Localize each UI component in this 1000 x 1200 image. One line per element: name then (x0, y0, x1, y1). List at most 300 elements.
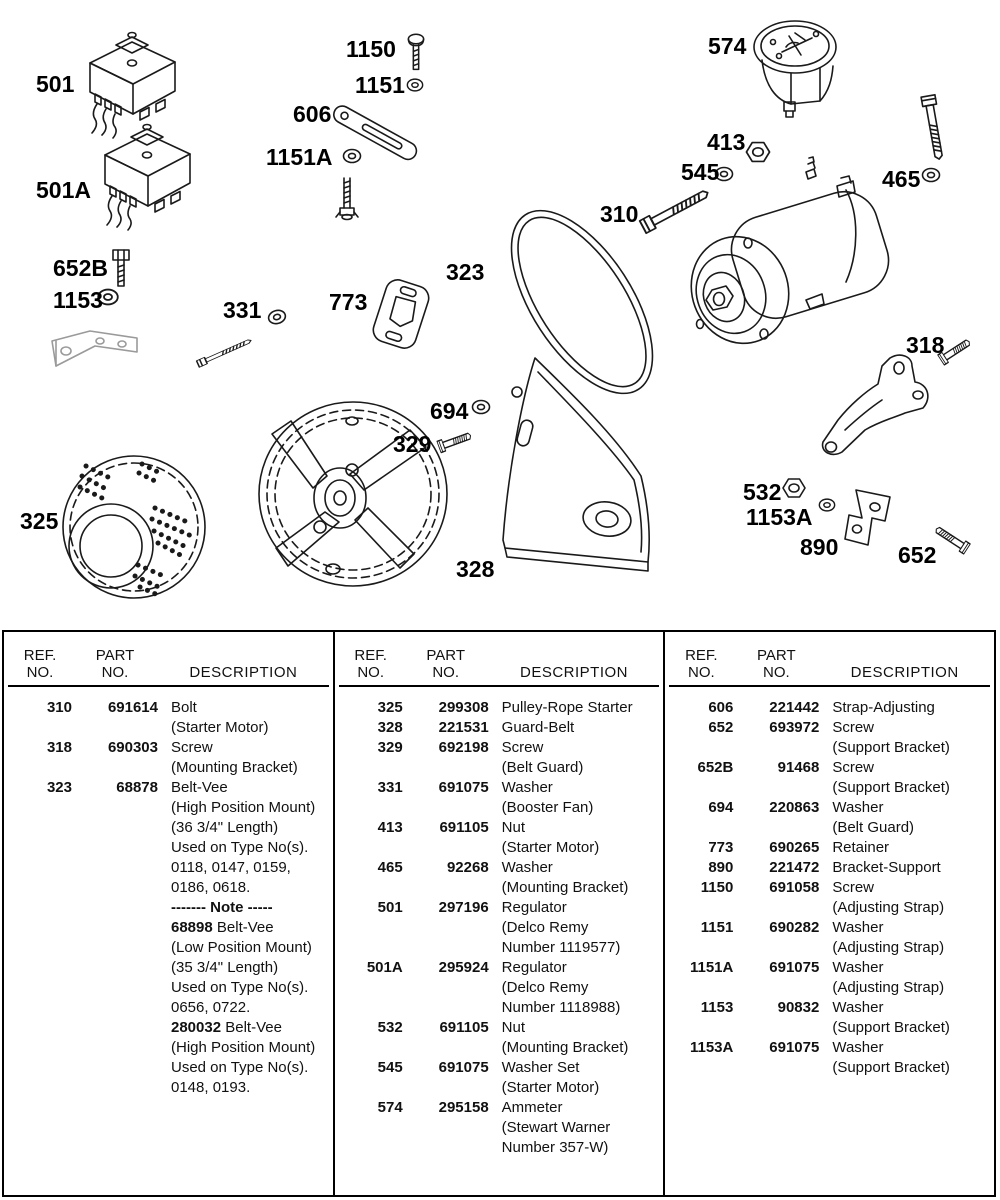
part-no (72, 1058, 158, 1078)
part-no: 68878 (116, 779, 158, 796)
callout-890: 890 (800, 534, 839, 560)
ref-no (669, 778, 733, 798)
table-row (8, 1038, 329, 1058)
description: Screw (832, 759, 875, 776)
description: Pulley-Rope Starter (501, 699, 633, 716)
table-row (669, 778, 990, 798)
part-no: 693972 (769, 719, 820, 736)
header-description: DESCRIPTION (189, 664, 298, 681)
description: Regulator (501, 959, 567, 976)
ref-no (339, 998, 403, 1018)
parts-table (2, 630, 996, 1197)
part-no (72, 858, 158, 878)
part-no (72, 838, 158, 858)
description: Nut (501, 819, 526, 836)
table-row (339, 1078, 660, 1098)
description: (Belt Guard) (501, 759, 584, 776)
ref-no (8, 918, 72, 938)
ref-no: 465 (377, 859, 403, 876)
callout-1153a: 1153A (746, 504, 813, 530)
ref-no (8, 938, 72, 958)
ref-no (669, 978, 733, 998)
ref-no: 1151 (700, 919, 734, 936)
table-row (669, 958, 990, 978)
part-no (733, 898, 819, 918)
part-no (403, 1078, 489, 1098)
part-no (72, 1018, 158, 1038)
ref-no (339, 1038, 403, 1058)
ref-no: 652B (697, 759, 734, 776)
part-no (403, 1038, 489, 1058)
description: Used on Type No(s). (171, 839, 309, 856)
nut-532-drawing (783, 479, 805, 497)
ref-no (8, 718, 72, 738)
part-no (72, 878, 158, 898)
ref-no: 329 (377, 739, 403, 756)
table-row (8, 838, 329, 858)
table-row (8, 738, 329, 758)
regulator-501-drawing (90, 33, 175, 139)
callout-574: 574 (708, 33, 747, 59)
description: (Mounting Bracket) (501, 879, 629, 896)
ref-no (8, 798, 72, 818)
description: 68898 Belt-Vee (171, 919, 274, 936)
ref-no (339, 1138, 403, 1158)
table-row (669, 698, 990, 718)
description: (36 3/4" Length) (171, 819, 279, 836)
description: (Adjusting Strap) (832, 939, 945, 956)
ref-no: 1153A (689, 1039, 734, 1056)
callout-532: 532 (743, 479, 782, 505)
table-row (669, 998, 990, 1018)
description: 0118, 0147, 0159, (171, 859, 291, 876)
part-no: 692198 (438, 739, 489, 756)
part-no: 90832 (777, 999, 820, 1016)
washer-1151-drawing (407, 79, 422, 91)
part-no: 297196 (438, 899, 489, 916)
ref-no (339, 918, 403, 938)
table-header (669, 632, 990, 687)
ref-no: 310 (46, 699, 72, 716)
ref-no: 325 (377, 699, 403, 716)
table-row (669, 898, 990, 918)
callout-323: 323 (446, 259, 485, 285)
callout-501a: 501A (36, 177, 91, 203)
nut-413-drawing (746, 143, 769, 162)
callout-501: 501 (36, 71, 75, 97)
part-no (403, 918, 489, 938)
part-no: 691075 (438, 1059, 489, 1076)
description: Nut (501, 1019, 526, 1036)
description: Guard-Belt (501, 719, 575, 736)
part-no: 221442 (769, 699, 820, 716)
table-row (8, 978, 329, 998)
table-row (8, 1078, 329, 1098)
table-row (339, 898, 660, 918)
description: Washer (832, 999, 884, 1016)
ref-no: 890 (708, 859, 734, 876)
table-row (8, 938, 329, 958)
description: (Stewart Warner (501, 1119, 611, 1136)
callout-1153: 1153 (53, 287, 103, 313)
callout-773: 773 (329, 289, 368, 315)
description: Strap-Adjusting (832, 699, 935, 716)
table-row (8, 998, 329, 1018)
ref-no: 331 (377, 779, 403, 796)
header-part-no: PART NO. (757, 647, 796, 681)
ref-no: 1153 (700, 999, 734, 1016)
ref-no: 545 (377, 1059, 403, 1076)
callout-606: 606 (293, 101, 332, 127)
callout-328: 328 (456, 556, 495, 582)
ref-no (8, 998, 72, 1018)
ref-no (8, 858, 72, 878)
part-no (72, 1078, 158, 1098)
ref-no (8, 898, 72, 918)
description: Screw (171, 739, 213, 756)
table-row (669, 798, 990, 818)
description: (Mounting Bracket) (171, 759, 298, 776)
part-no: 295924 (438, 959, 489, 976)
table-row (8, 818, 329, 838)
screw-652b-drawing (113, 250, 129, 286)
description: (Support Bracket) (832, 779, 950, 796)
part-no (403, 878, 489, 898)
header-ref-no: REF. NO. (23, 647, 57, 681)
description: (Adjusting Strap) (832, 979, 945, 996)
part-no (72, 998, 158, 1018)
description: Regulator (501, 899, 567, 916)
ref-no: 413 (377, 819, 403, 836)
ref-no (8, 1058, 72, 1078)
table-row (339, 938, 660, 958)
description: (High Position Mount) (171, 799, 316, 816)
description: (Starter Motor) (501, 839, 600, 856)
ref-no (339, 838, 403, 858)
part-no (72, 898, 158, 918)
description: (Booster Fan) (501, 799, 594, 816)
table-row (669, 758, 990, 778)
table-row (8, 858, 329, 878)
description: ------- Note ----- (171, 899, 273, 916)
part-no: 690282 (769, 919, 820, 936)
part-no: 91468 (777, 759, 820, 776)
washer-1151a-drawing (344, 150, 361, 163)
table-row (669, 838, 990, 858)
table-row (8, 878, 329, 898)
ref-no (669, 938, 733, 958)
booster-fan-wheel-drawing (259, 402, 447, 586)
ref-no: 652 (708, 719, 734, 736)
part-no: 691105 (439, 819, 489, 836)
ref-no: 1151A (689, 959, 734, 976)
description: Washer (832, 1039, 884, 1056)
regulator-501a-drawing (105, 125, 190, 231)
screw-adjusting-strap-drawing (336, 178, 358, 220)
table-row (339, 1038, 660, 1058)
ref-no (669, 1058, 733, 1078)
description: 0186, 0618. (171, 879, 251, 896)
description: Screw (501, 739, 544, 756)
part-no (733, 778, 819, 798)
description: Number 357-W) (501, 1139, 609, 1156)
part-no: 221531 (438, 719, 489, 736)
table-body (8, 687, 329, 1098)
screw-329-drawing (437, 430, 473, 453)
table-row (669, 1058, 990, 1078)
ref-no: 1150 (700, 879, 734, 896)
ref-no: 574 (377, 1099, 403, 1116)
description: Ammeter (501, 1099, 563, 1116)
callout-331: 331 (223, 297, 262, 323)
ref-no (8, 1018, 72, 1038)
table-row (339, 738, 660, 758)
callout-1151: 1151 (355, 72, 405, 98)
part-no (72, 978, 158, 998)
ref-no: 328 (377, 719, 403, 736)
ref-no: 501A (366, 959, 403, 976)
part-no (72, 758, 158, 778)
callout-310: 310 (600, 201, 639, 227)
description: Washer (501, 859, 553, 876)
description: Screw (832, 719, 875, 736)
part-no (403, 1138, 489, 1158)
description: Washer (832, 919, 884, 936)
table-row (669, 938, 990, 958)
bracket-890-drawing (845, 490, 890, 545)
part-no (403, 998, 489, 1018)
table-header (339, 632, 660, 687)
table-row (339, 878, 660, 898)
header-description: DESCRIPTION (850, 664, 959, 681)
ref-no (8, 1038, 72, 1058)
ref-no (339, 1118, 403, 1138)
ref-no (339, 938, 403, 958)
bolt-331-drawing (197, 337, 253, 367)
part-no: 691075 (769, 959, 820, 976)
callout-1150: 1150 (346, 36, 396, 62)
ref-no: 606 (708, 699, 734, 716)
ref-no: 323 (46, 779, 72, 796)
part-no: 691058 (769, 879, 820, 896)
part-no: 221472 (769, 859, 820, 876)
part-no: 295158 (438, 1099, 489, 1116)
part-no (72, 1038, 158, 1058)
table-row (339, 718, 660, 738)
washer-694-drawing (473, 401, 490, 414)
ref-no (8, 958, 72, 978)
description: (Support Bracket) (832, 1019, 950, 1036)
bracket-support-drawing (823, 355, 928, 454)
ref-no: 318 (46, 739, 72, 756)
table-row (339, 1018, 660, 1038)
ref-no: 694 (708, 799, 734, 816)
description: Washer (501, 779, 553, 796)
table-row (339, 778, 660, 798)
part-no (733, 1058, 819, 1078)
description: Washer (832, 799, 884, 816)
description: (35 3/4" Length) (171, 959, 279, 976)
callout-652: 652 (898, 542, 937, 568)
callout-329: 329 (393, 431, 432, 457)
part-no: 220863 (769, 799, 820, 816)
description: (Delco Remy (501, 979, 589, 996)
table-row (339, 858, 660, 878)
table-row (339, 798, 660, 818)
description: Number 1119577) (501, 939, 621, 956)
table-row (8, 918, 329, 938)
starter-motor-drawing (676, 157, 897, 357)
table-row (339, 818, 660, 838)
table-row (669, 1038, 990, 1058)
description: 280032 Belt-Vee (171, 1019, 282, 1036)
table-row (8, 758, 329, 778)
table-row (339, 758, 660, 778)
table-row (8, 698, 329, 718)
ref-no (339, 798, 403, 818)
table-row (8, 898, 329, 918)
table-row (8, 1058, 329, 1078)
bolt-465-drawing (921, 95, 946, 161)
washer-465-drawing (923, 169, 940, 182)
ammeter-574-drawing (754, 21, 836, 117)
description: Retainer (832, 839, 890, 856)
table-body (669, 687, 990, 1078)
table-row (8, 1018, 329, 1038)
description: (Starter Motor) (171, 719, 269, 736)
ref-no (8, 838, 72, 858)
washer-1153a-drawing (819, 499, 834, 511)
table-row (339, 698, 660, 718)
table-row (339, 918, 660, 938)
part-no (72, 938, 158, 958)
description: (Support Bracket) (832, 1059, 950, 1076)
part-no (72, 798, 158, 818)
part-no: 691105 (439, 1019, 489, 1036)
parts-table-column-3 (663, 632, 994, 1195)
callout-652b: 652B (53, 255, 108, 281)
parts-table-column-2 (333, 632, 664, 1195)
header-ref-no: REF. NO. (685, 647, 718, 681)
part-no (403, 1118, 489, 1138)
ref-no: 532 (377, 1019, 403, 1036)
callout-413: 413 (707, 129, 746, 155)
belt-323-drawing (483, 188, 680, 417)
ref-no (669, 818, 733, 838)
description: (Starter Motor) (501, 1079, 600, 1096)
part-no (733, 978, 819, 998)
description: Washer Set (501, 1059, 580, 1076)
ref-no (339, 978, 403, 998)
ref-no (8, 878, 72, 898)
part-no: 691614 (107, 699, 158, 716)
callout-545: 545 (681, 159, 720, 185)
part-no: 691075 (438, 779, 489, 796)
table-row (339, 978, 660, 998)
ref-no (8, 758, 72, 778)
part-no (733, 938, 819, 958)
table-row (8, 718, 329, 738)
ref-no: 773 (708, 839, 734, 856)
part-no (72, 918, 158, 938)
guard-belt-328-drawing (503, 358, 649, 571)
part-no (403, 978, 489, 998)
description: Bracket-Support (832, 859, 941, 876)
description: (High Position Mount) (171, 1039, 316, 1056)
ref-no (339, 878, 403, 898)
part-no: 299308 (438, 699, 489, 716)
ref-no (339, 1078, 403, 1098)
ref-no: 501 (377, 899, 403, 916)
table-row (339, 1138, 660, 1158)
table-row (339, 998, 660, 1018)
retainer-773-drawing (370, 277, 432, 351)
table-header (8, 632, 329, 687)
part-no: 690265 (769, 839, 820, 856)
table-row (669, 1018, 990, 1038)
part-no (72, 718, 158, 738)
washer-331-drawing (267, 309, 287, 326)
description: (Mounting Bracket) (501, 1039, 629, 1056)
ref-no (8, 1078, 72, 1098)
header-part-no: PART NO. (426, 647, 465, 681)
description: 0148, 0193. (171, 1079, 251, 1096)
table-row (8, 958, 329, 978)
ref-no (8, 818, 72, 838)
callout-325: 325 (20, 508, 59, 534)
table-row (339, 1058, 660, 1078)
table-row (339, 958, 660, 978)
callout-318: 318 (906, 332, 945, 358)
small-bracket-drawing (52, 331, 137, 366)
part-no (403, 938, 489, 958)
part-no (403, 838, 489, 858)
description: (Delco Remy (501, 919, 589, 936)
part-no (403, 758, 489, 778)
ref-no (339, 758, 403, 778)
callout-1151a: 1151A (266, 144, 333, 170)
table-row (8, 798, 329, 818)
part-no (72, 958, 158, 978)
ref-no (669, 1018, 733, 1038)
table-row (669, 858, 990, 878)
description: Bolt (171, 699, 197, 716)
parts-table-column-1 (4, 632, 333, 1195)
table-row (669, 918, 990, 938)
table-row (339, 838, 660, 858)
part-no (403, 798, 489, 818)
table-row (669, 738, 990, 758)
callout-694: 694 (430, 398, 469, 424)
table-body (339, 687, 660, 1158)
description: (Low Position Mount) (171, 939, 312, 956)
description: (Support Bracket) (832, 739, 950, 756)
description: (Adjusting Strap) (832, 899, 945, 916)
header-description: DESCRIPTION (520, 664, 629, 681)
description: Number 1118988) (501, 999, 621, 1016)
description: Belt-Vee (171, 779, 228, 796)
callout-465: 465 (882, 166, 921, 192)
description: Used on Type No(s). (171, 979, 309, 996)
table-row (8, 778, 329, 798)
ref-no (8, 978, 72, 998)
description: 0656, 0722. (171, 999, 251, 1016)
part-no (72, 818, 158, 838)
table-row (669, 818, 990, 838)
part-no: 691075 (769, 1039, 820, 1056)
screw-652-drawing (933, 524, 970, 554)
bolt-310-drawing (640, 186, 711, 233)
